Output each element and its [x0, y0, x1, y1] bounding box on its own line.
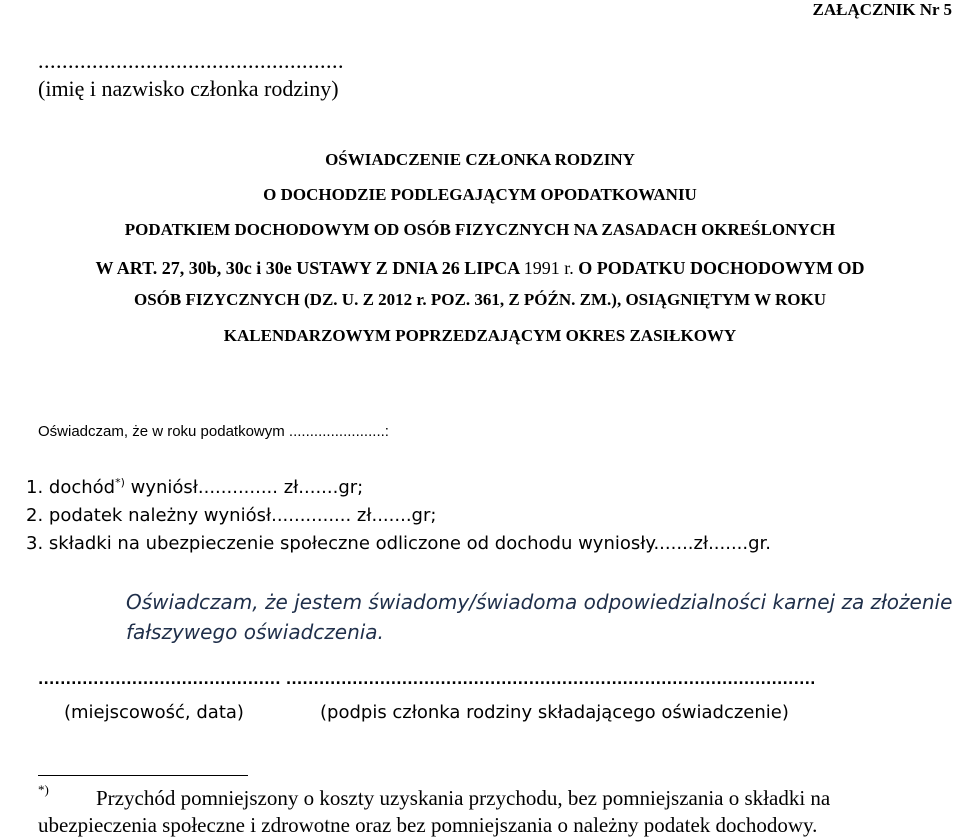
tax-year-statement: Oświadczam, że w roku podatkowym .......................:	[38, 423, 389, 440]
income-item-label: 1. dochód	[26, 477, 116, 498]
name-field-label: (imię i nazwisko członka rodziny)	[38, 76, 339, 101]
footnote-reference: *)	[115, 476, 125, 489]
title-line-4-part-c: O PODATKU DOCHODOWYM OD	[573, 258, 865, 278]
document-title-line-4	[0, 258, 960, 279]
title-line-4-part-a: W ART. 27, 30b, 30c i 30e USTAWY Z DNIA 26 LIPCA	[95, 258, 524, 278]
social-contributions-item: 3. składki na ubezpieczenie społeczne odliczone od dochodu wyniosły.......zł.......gr.	[26, 533, 772, 554]
document-title-line-6: KALENDARZOWYM POPRZEDZAJĄCYM OKRES ZASIŁKOWY	[223, 326, 737, 345]
income-item	[26, 477, 363, 498]
place-date-label: (miejscowość, data)	[64, 702, 244, 723]
document-title-line-5: OSÓB FIZYCZNYCH (DZ. U. Z 2012 r. POZ. 361, Z PÓŹN. ZM.), OSIĄGNIĘTYM W ROKU	[133, 290, 827, 309]
footnote-text-line-1: Przychód pomniejszony o koszty uzyskania przychodu, bez pomniejszania o składki na	[96, 786, 831, 810]
liability-statement-line-2: fałszywego oświadczenia.	[126, 620, 384, 644]
document-title-line-3: PODATKIEM DOCHODOWYM OD OSÓB FIZYCZNYCH NA ZASADACH OKREŚLONYCH	[124, 220, 836, 239]
document-title-line-2: O DOCHODZIE PODLEGAJĄCYM OPODATKOWANIU	[263, 185, 697, 204]
footnote-text-line-2: ubezpieczenia społeczne i zdrowotne oraz bez pomniejszania o należny podatek dochodowy.	[38, 813, 818, 837]
footnote-mark: *)	[38, 782, 49, 797]
liability-statement-line-1: Oświadczam, że jestem świadomy/świadoma odpowiedzialności karnej za złożenie	[126, 590, 953, 614]
tax-due-item: 2. podatek należny wyniósł.............. zł.......gr;	[26, 505, 437, 526]
name-fill-line: ...................................................	[38, 48, 344, 73]
title-line-4-year: 1991 r.	[523, 258, 574, 278]
income-item-value: wyniósł.............. zł.......gr;	[124, 477, 364, 498]
signature-fill-lines: ............................................ ................................................................................................	[38, 672, 816, 688]
signature-label: (podpis członka rodziny składającego oświadczenie)	[320, 702, 789, 723]
footnote-separator	[38, 775, 248, 776]
document-title-line-1: OŚWIADCZENIE CZŁONKA RODZINY	[325, 150, 635, 169]
attachment-number: ZAŁĄCZNIK Nr 5	[812, 0, 952, 19]
